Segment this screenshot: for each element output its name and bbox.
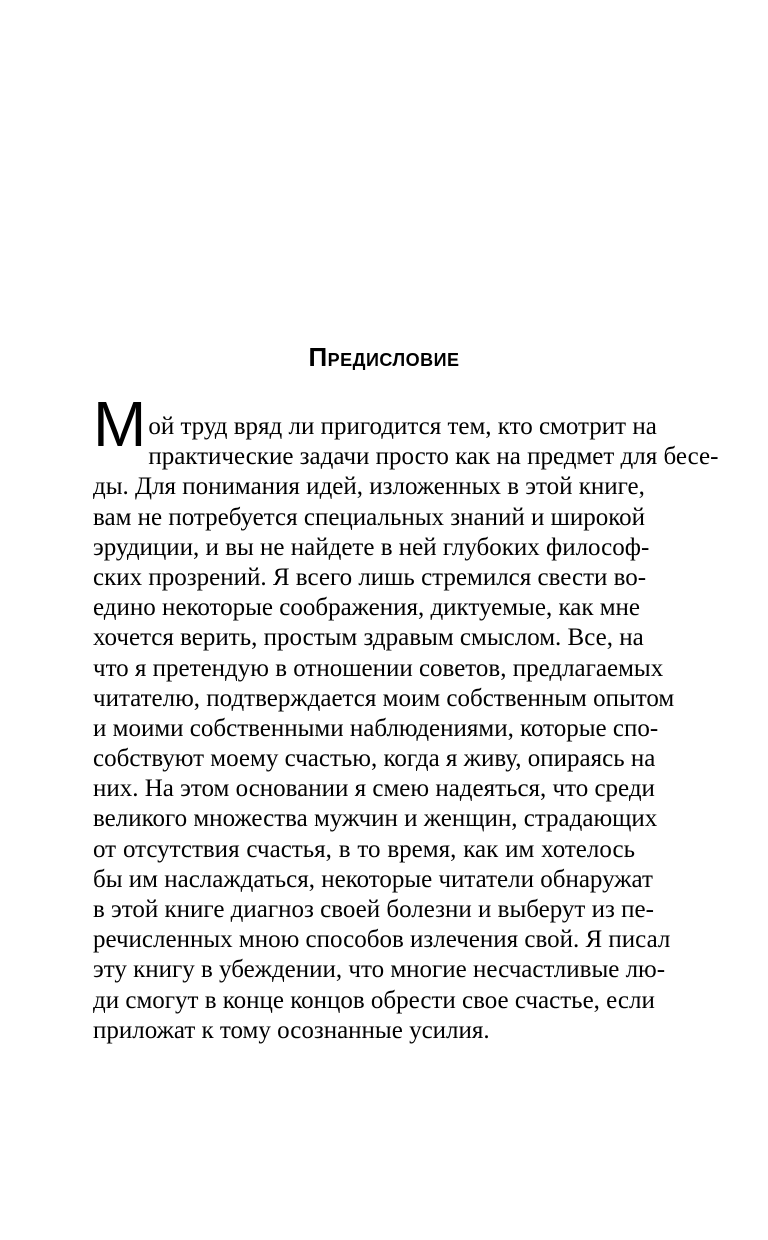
- text-line-16: бы им наслаждаться, некоторые читатели обнаружат: [93, 865, 653, 893]
- text-line-13: них. На этом основании я смею надеяться, что среди: [93, 775, 655, 803]
- text-line-20: ди смогут в конце концов обрести свое счастье, если: [93, 986, 655, 1014]
- text-line-1: ой труд вряд ли пригодится тем, кто смотрит на: [148, 413, 657, 440]
- text-line-12: собствуют моему счастью, когда я живу, опираясь на: [93, 745, 656, 773]
- text-line-18: речисленных мною способов излечения свой. Я писал: [93, 926, 671, 954]
- text-line-15: от отсутствия счастья, в то время, как им хотелось: [93, 835, 635, 863]
- text-line-11: и моими собственными наблюдениями, которые спо-: [93, 714, 659, 742]
- text-line-14: великого множества мужчин и женщин, страдающих: [93, 805, 658, 833]
- text-line-8: хочется верить, простым здравым смыслом. Все, на: [93, 624, 644, 652]
- text-line-7: едино некоторые соображения, диктуемые, как мне: [93, 594, 641, 622]
- text-line-10: читателю, подтверждается моим собственным опытом: [93, 684, 675, 712]
- text-line-4: вам не потребуется специальных знаний и широкой: [93, 503, 646, 531]
- text-line-21: приложат к тому осознанные усилия.: [93, 1016, 490, 1044]
- preface-paragraph: [93, 388, 719, 1046]
- text-line-2: практические задачи просто как на предмет для бесе-: [148, 443, 719, 471]
- drop-cap: М: [93, 388, 147, 460]
- text-line-17: в этой книге диагноз своей болезни и выберут из пе-: [93, 896, 654, 923]
- text-line-3: ды. Для понимания идей, изложенных в этой книге,: [93, 473, 645, 501]
- text-line-6: ских прозрений. Я всего лишь стремился свести во-: [93, 563, 647, 591]
- text-line-19: эту книгу в убеждении, что многие несчастливые лю-: [93, 956, 666, 984]
- page-title: Предисловие: [308, 342, 460, 372]
- text-line-5: эрудиции, и вы не найдете в ней глубоких философ-: [93, 533, 650, 561]
- text-line-9: что я претендую в отношении советов, предлагаемых: [93, 654, 664, 682]
